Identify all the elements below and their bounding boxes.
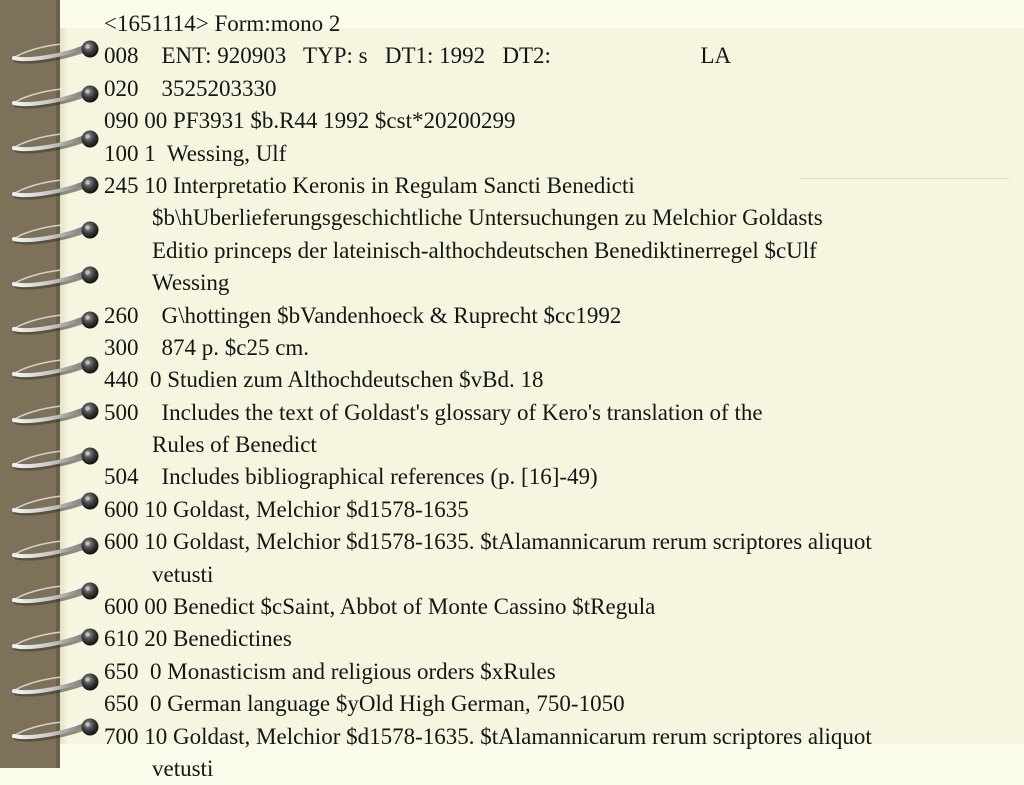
record-field-line: 650 0 Monasticism and religious orders $xRules	[104, 658, 556, 684]
spiral-binding-ring-icon	[2, 490, 102, 518]
record-field-line: 300 874 p. $c25 cm.	[104, 334, 310, 360]
record-field-line: 008 ENT: 920903 TYP: s DT1: 1992 DT2: LA	[104, 43, 732, 69]
catalog-record	[104, 8, 1014, 785]
record-line-continuation: Rules of Benedict	[152, 432, 317, 458]
record-field-line: 504 Includes bibliographical references (p. [16]-49)	[104, 464, 598, 490]
record-field-line: 650 0 German language $yOld High German, 750-1050	[104, 691, 625, 717]
spiral-binding-ring-icon	[2, 580, 102, 608]
spiral-binding-ring-icon	[2, 445, 102, 473]
spiral-binding-ring-icon	[2, 128, 102, 156]
record-field-line: <1651114> Form:mono 2	[104, 11, 341, 36]
spiral-binding-ring-icon	[2, 626, 102, 654]
record-line-continuation: vetusti	[152, 561, 214, 587]
record-line-continuation: Wessing	[152, 270, 230, 296]
record-line-continuation: $b\hUberlieferungsgeschichtliche Untersuchungen zu Melchior Goldasts	[152, 205, 823, 231]
record-field-line: 100 1 Wessing, Ulf	[104, 140, 287, 166]
record-field-line: 610 20 Benedictines	[104, 626, 292, 652]
record-line-continuation: Editio princeps der lateinisch-althochdeutschen Benediktinerregel $cUlf	[152, 237, 817, 263]
record-field-line: 600 00 Benedict $cSaint, Abbot of Monte Cassino $tRegula	[104, 594, 656, 620]
spiral-binding-ring-icon	[2, 219, 102, 247]
record-field-line: 260 G\hottingen $bVandenhoeck & Ruprecht $cc1992	[104, 302, 622, 328]
spiral-binding-ring-icon	[2, 354, 102, 382]
record-field-line: 090 00 PF3931 $b.R44 1992 $cst*20200299	[104, 108, 516, 134]
record-field-line: 440 0 Studien zum Althochdeutschen $vBd. 18	[104, 367, 544, 393]
record-field-line: 600 10 Goldast, Melchior $d1578-1635	[104, 496, 469, 522]
spiral-binding-ring-icon	[2, 38, 102, 66]
spiral-binding-ring-icon	[2, 174, 102, 202]
record-field-line: 245 10 Interpretatio Keronis in Regulam Sancti Benedicti	[104, 172, 635, 198]
spiral-binding-ring-icon	[2, 535, 102, 563]
spiral-binding-ring-icon	[2, 309, 102, 337]
spiral-binding-ring-icon	[2, 264, 102, 292]
record-field-line: 500 Includes the text of Goldast's glossary of Kero's translation of the	[104, 399, 763, 425]
spiral-binding-ring-icon	[2, 671, 102, 699]
record-line-continuation: vetusti	[152, 755, 214, 781]
spiral-binding-ring-icon	[2, 716, 102, 744]
record-field-line: 020 3525203330	[104, 75, 277, 101]
record-field-line: 700 10 Goldast, Melchior $d1578-1635. $tAlamannicarum rerum scriptores aliquot	[104, 723, 872, 749]
spiral-binding-ring-icon	[2, 400, 102, 428]
spiral-binding-ring-icon	[2, 83, 102, 111]
record-field-line: 600 10 Goldast, Melchior $d1578-1635. $tAlamannicarum rerum scriptores aliquot	[104, 529, 872, 555]
